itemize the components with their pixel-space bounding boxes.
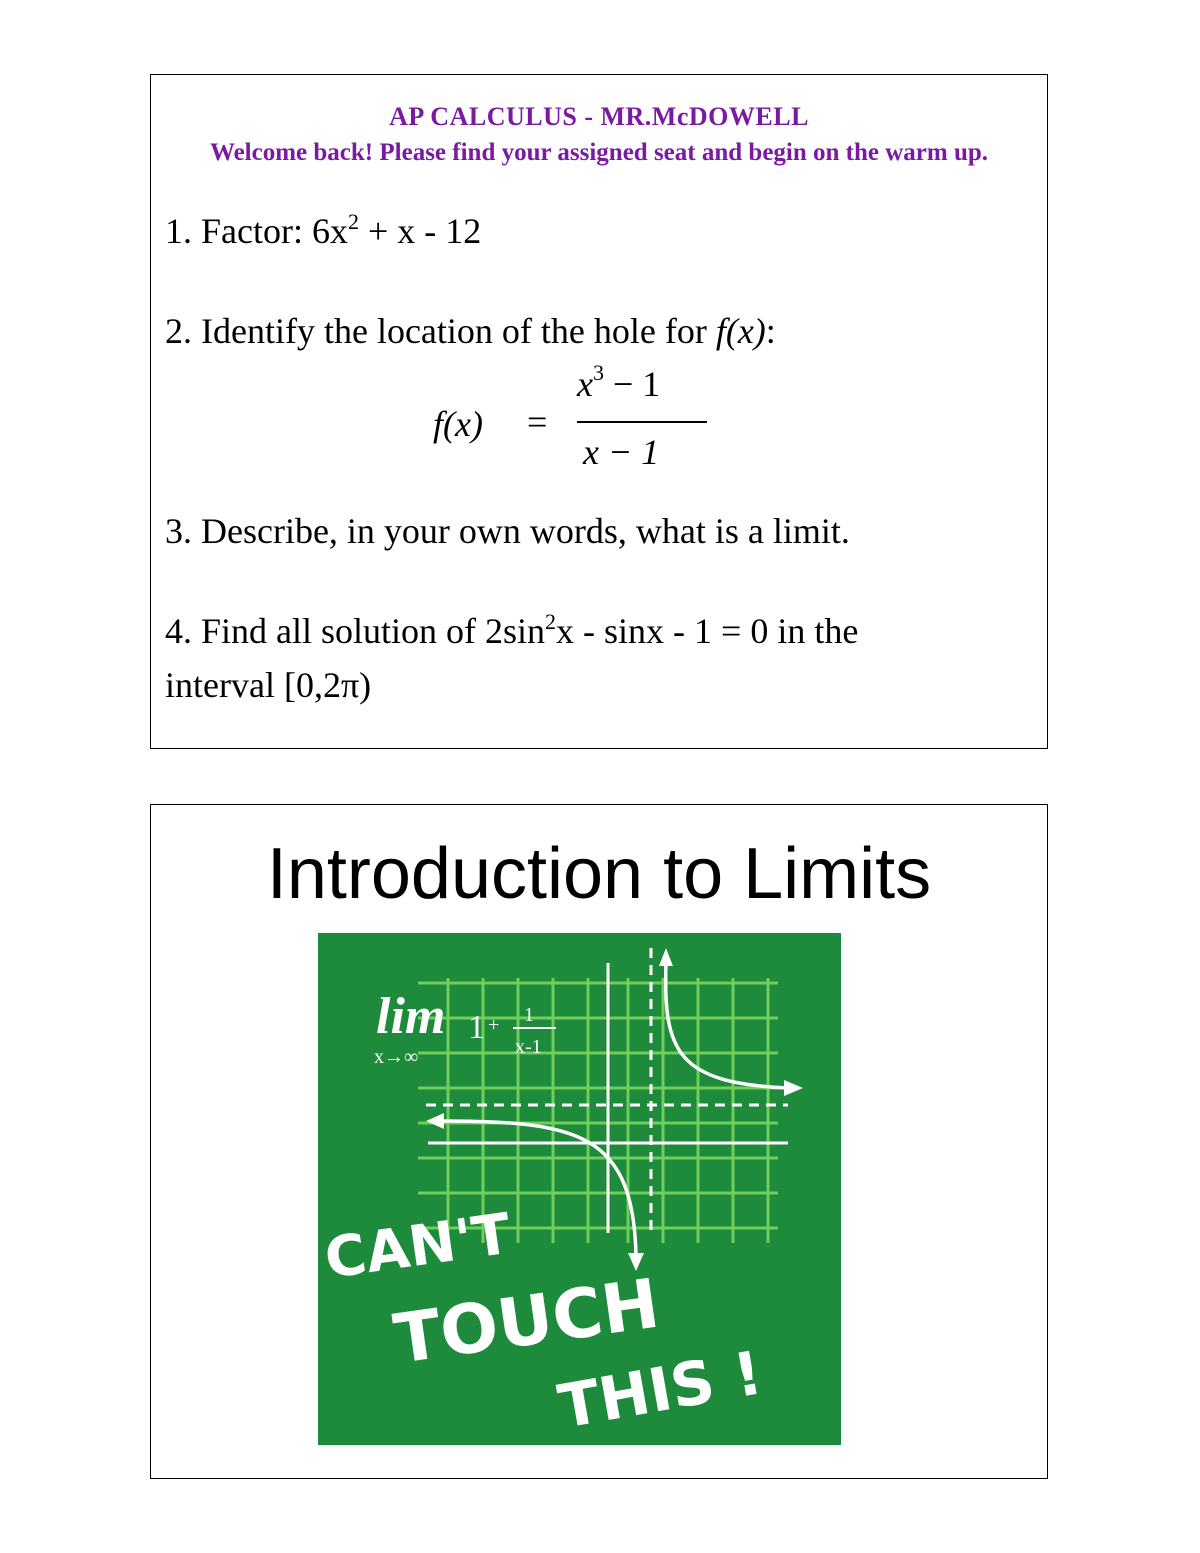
- welcome-message: Welcome back! Please find your assigned seat and begin on the warm up.: [209, 139, 989, 166]
- question-4-line2: interval [0,2π): [165, 665, 372, 705]
- lim-plus: +: [488, 1014, 500, 1036]
- formula-denominator: x − 1: [583, 432, 660, 472]
- cant-word: CAN'T: [320, 1201, 515, 1292]
- question-4: 4. Find all solution of $2\sin^2x - \sin x - 1 = 0$ in the: [165, 609, 859, 651]
- lim-frac-denominator: x-1: [515, 1036, 542, 1058]
- intro-slide: [150, 804, 1048, 1479]
- course-title: AP CALCULUS - MR.McDOWELL: [389, 102, 809, 131]
- lim-subscript: x→∞: [374, 1046, 419, 1068]
- question-3: 3. Describe, in your own words, what is a limit.: [165, 511, 850, 551]
- lim-frac-numerator: 1: [524, 1004, 534, 1026]
- question-1: 1. Factor: $6x^2 + x - 12$: [165, 209, 482, 251]
- fraction-bar: [577, 421, 707, 423]
- warmup-slide: [150, 74, 1048, 749]
- hole-function-formula: [151, 360, 1047, 483]
- this-word: THIS !: [553, 1338, 768, 1443]
- cant-touch-this-chalkboard: [318, 933, 841, 1445]
- formula-numerator: $x^3 - 1$: [577, 360, 661, 404]
- question-2: 2. Identify the location of the hole for f(x):: [165, 311, 776, 351]
- slide-title: Introduction to Limits: [266, 834, 932, 914]
- lim-label: lim: [376, 988, 446, 1045]
- formula-equals: =: [527, 402, 548, 442]
- formula-lhs: f(x): [433, 404, 483, 444]
- touch-word: TOUCH: [389, 1264, 665, 1380]
- lim-one: 1: [468, 1009, 485, 1046]
